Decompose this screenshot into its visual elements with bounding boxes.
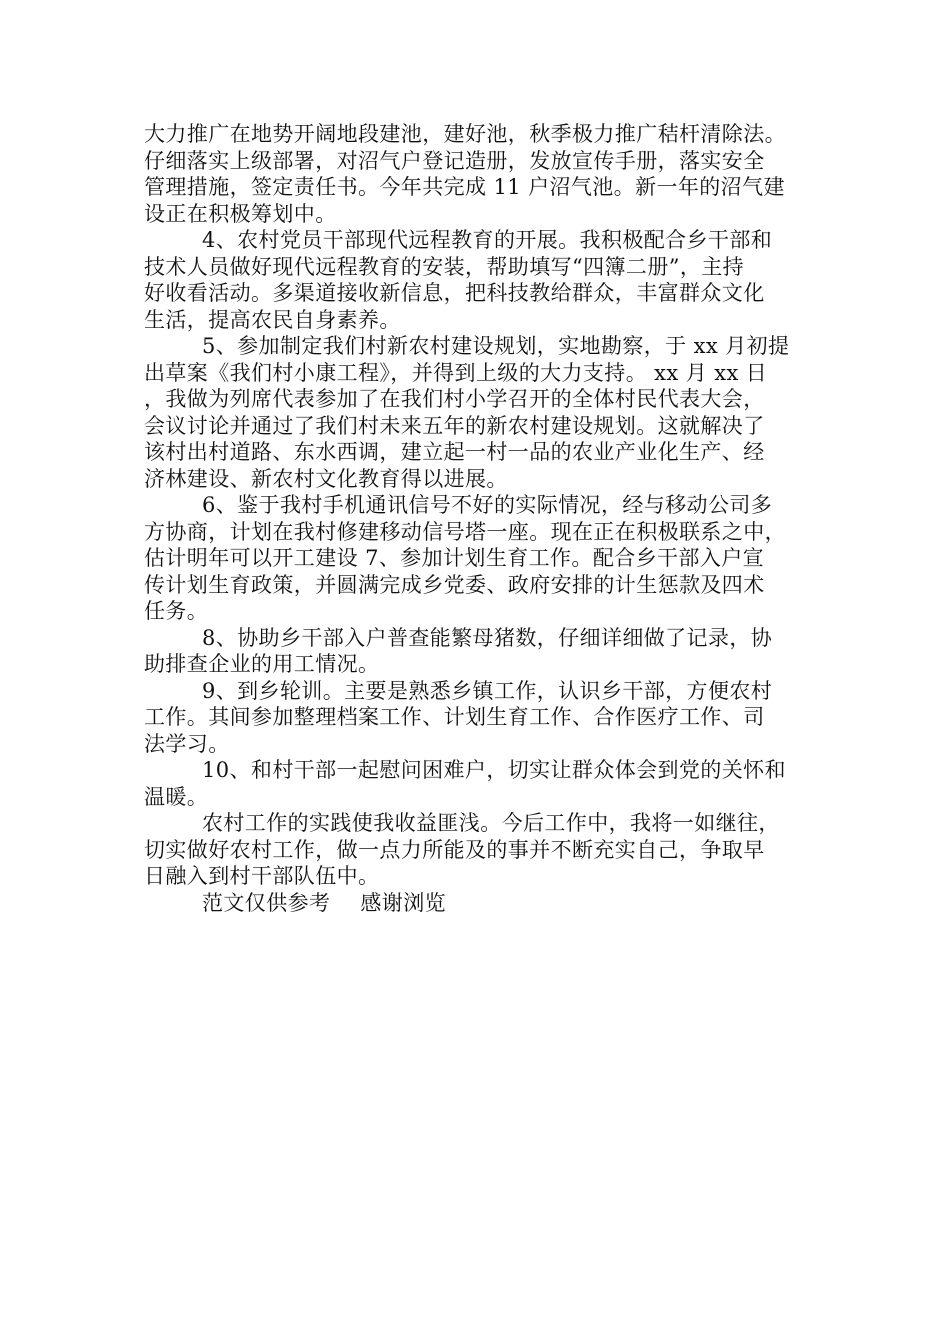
footer-note xyxy=(144,890,816,917)
text-line: 温暖。 xyxy=(144,784,209,809)
text-line: 出草案《我们村小康工程》，并得到上级的大力支持。 xx 月 xx 日 xyxy=(144,360,768,385)
footer-right-text: 感谢浏览 xyxy=(360,890,447,915)
text-line: 生活，提高农民自身素养。 xyxy=(144,307,401,332)
text-line: 5、参加制定我们村新农村建设规划，实地勘察，于 xx 月初提 xyxy=(202,334,790,358)
text-line: 10、和村干部一起慰问困难户，切实让群众体会到党的关怀和 xyxy=(202,758,786,782)
text-line: 设正在积极筹划中。 xyxy=(144,201,337,226)
text-line: 管理措施，签定责任书。今年共完成 11 户沼气池。新一年的沼气建 xyxy=(144,175,785,199)
text-line: 大力推广在地势开阔地段建池，建好池，秋季极力推广秸杆清除法。 xyxy=(144,122,786,146)
text-line: 农村工作的实践使我收益匪浅。今后工作中，我将一如继往， xyxy=(202,811,780,835)
text-line: 任务。 xyxy=(144,599,209,623)
text-line: 6、鉴于我村手机通讯信号不好的实际情况，经与移动公司多 xyxy=(202,493,773,517)
text-line: 工作。其间参加整理档案工作、计划生育工作、合作医疗工作、司 xyxy=(144,705,765,729)
text-line: 9、到乡轮训。主要是熟悉乡镇工作，认识乡干部，方便农村 xyxy=(202,678,773,703)
text-line: 法学习。 xyxy=(144,731,230,756)
text-line: ，我做为列席代表参加了在我们村小学召开的全体村民代表大会， xyxy=(144,387,765,411)
text-line: 技术人员做好现代远程教育的安装，帮助填写“四簿二册”，主持 xyxy=(144,254,745,279)
footer-left-text: 范文仅供参考 xyxy=(202,890,331,915)
text-line: 估计明年可以开工建设 7、参加计划生育工作。配合乡干部入户宣 xyxy=(144,546,765,570)
text-line: 传计划生育政策，并圆满完成乡党委、政府安排的计生惩款及四术 xyxy=(144,572,765,597)
text-line: 好收看活动。多渠道接收新信息，把科技教给群众，丰富群众文化 xyxy=(144,281,765,305)
text-line: 该村出村道路、东水西调，建立起一村一品的农业产业化生产、经 xyxy=(144,440,765,464)
text-line: 方协商，计划在我村修建移动信号塔一座。现在正在积极联系之中， xyxy=(144,519,786,544)
text-line: 济林建设、新农村文化教育得以进展。 xyxy=(144,466,508,491)
text-line: 日融入到村干部队伍中。 xyxy=(144,864,380,888)
text-line: 8、协助乡干部入户普查能繁母猪数，仔细详细做了记录，协 xyxy=(202,625,773,650)
text-line: 会议讨论并通过了我们村未来五年的新农村建设规划。这就解决了 xyxy=(144,413,765,438)
text-line: 助排查企业的用工情况。 xyxy=(144,652,380,676)
text-line: 仔细落实上级部署，对沼气户登记造册，发放宣传手册，落实安全 xyxy=(144,148,765,173)
text-line: 4、农村党员干部现代远程教育的开展。我积极配合乡干部和 xyxy=(202,228,773,252)
document-body xyxy=(144,121,816,916)
text-line: 切实做好农村工作，做一点力所能及的事并不断充实自己，争取早 xyxy=(144,837,765,862)
